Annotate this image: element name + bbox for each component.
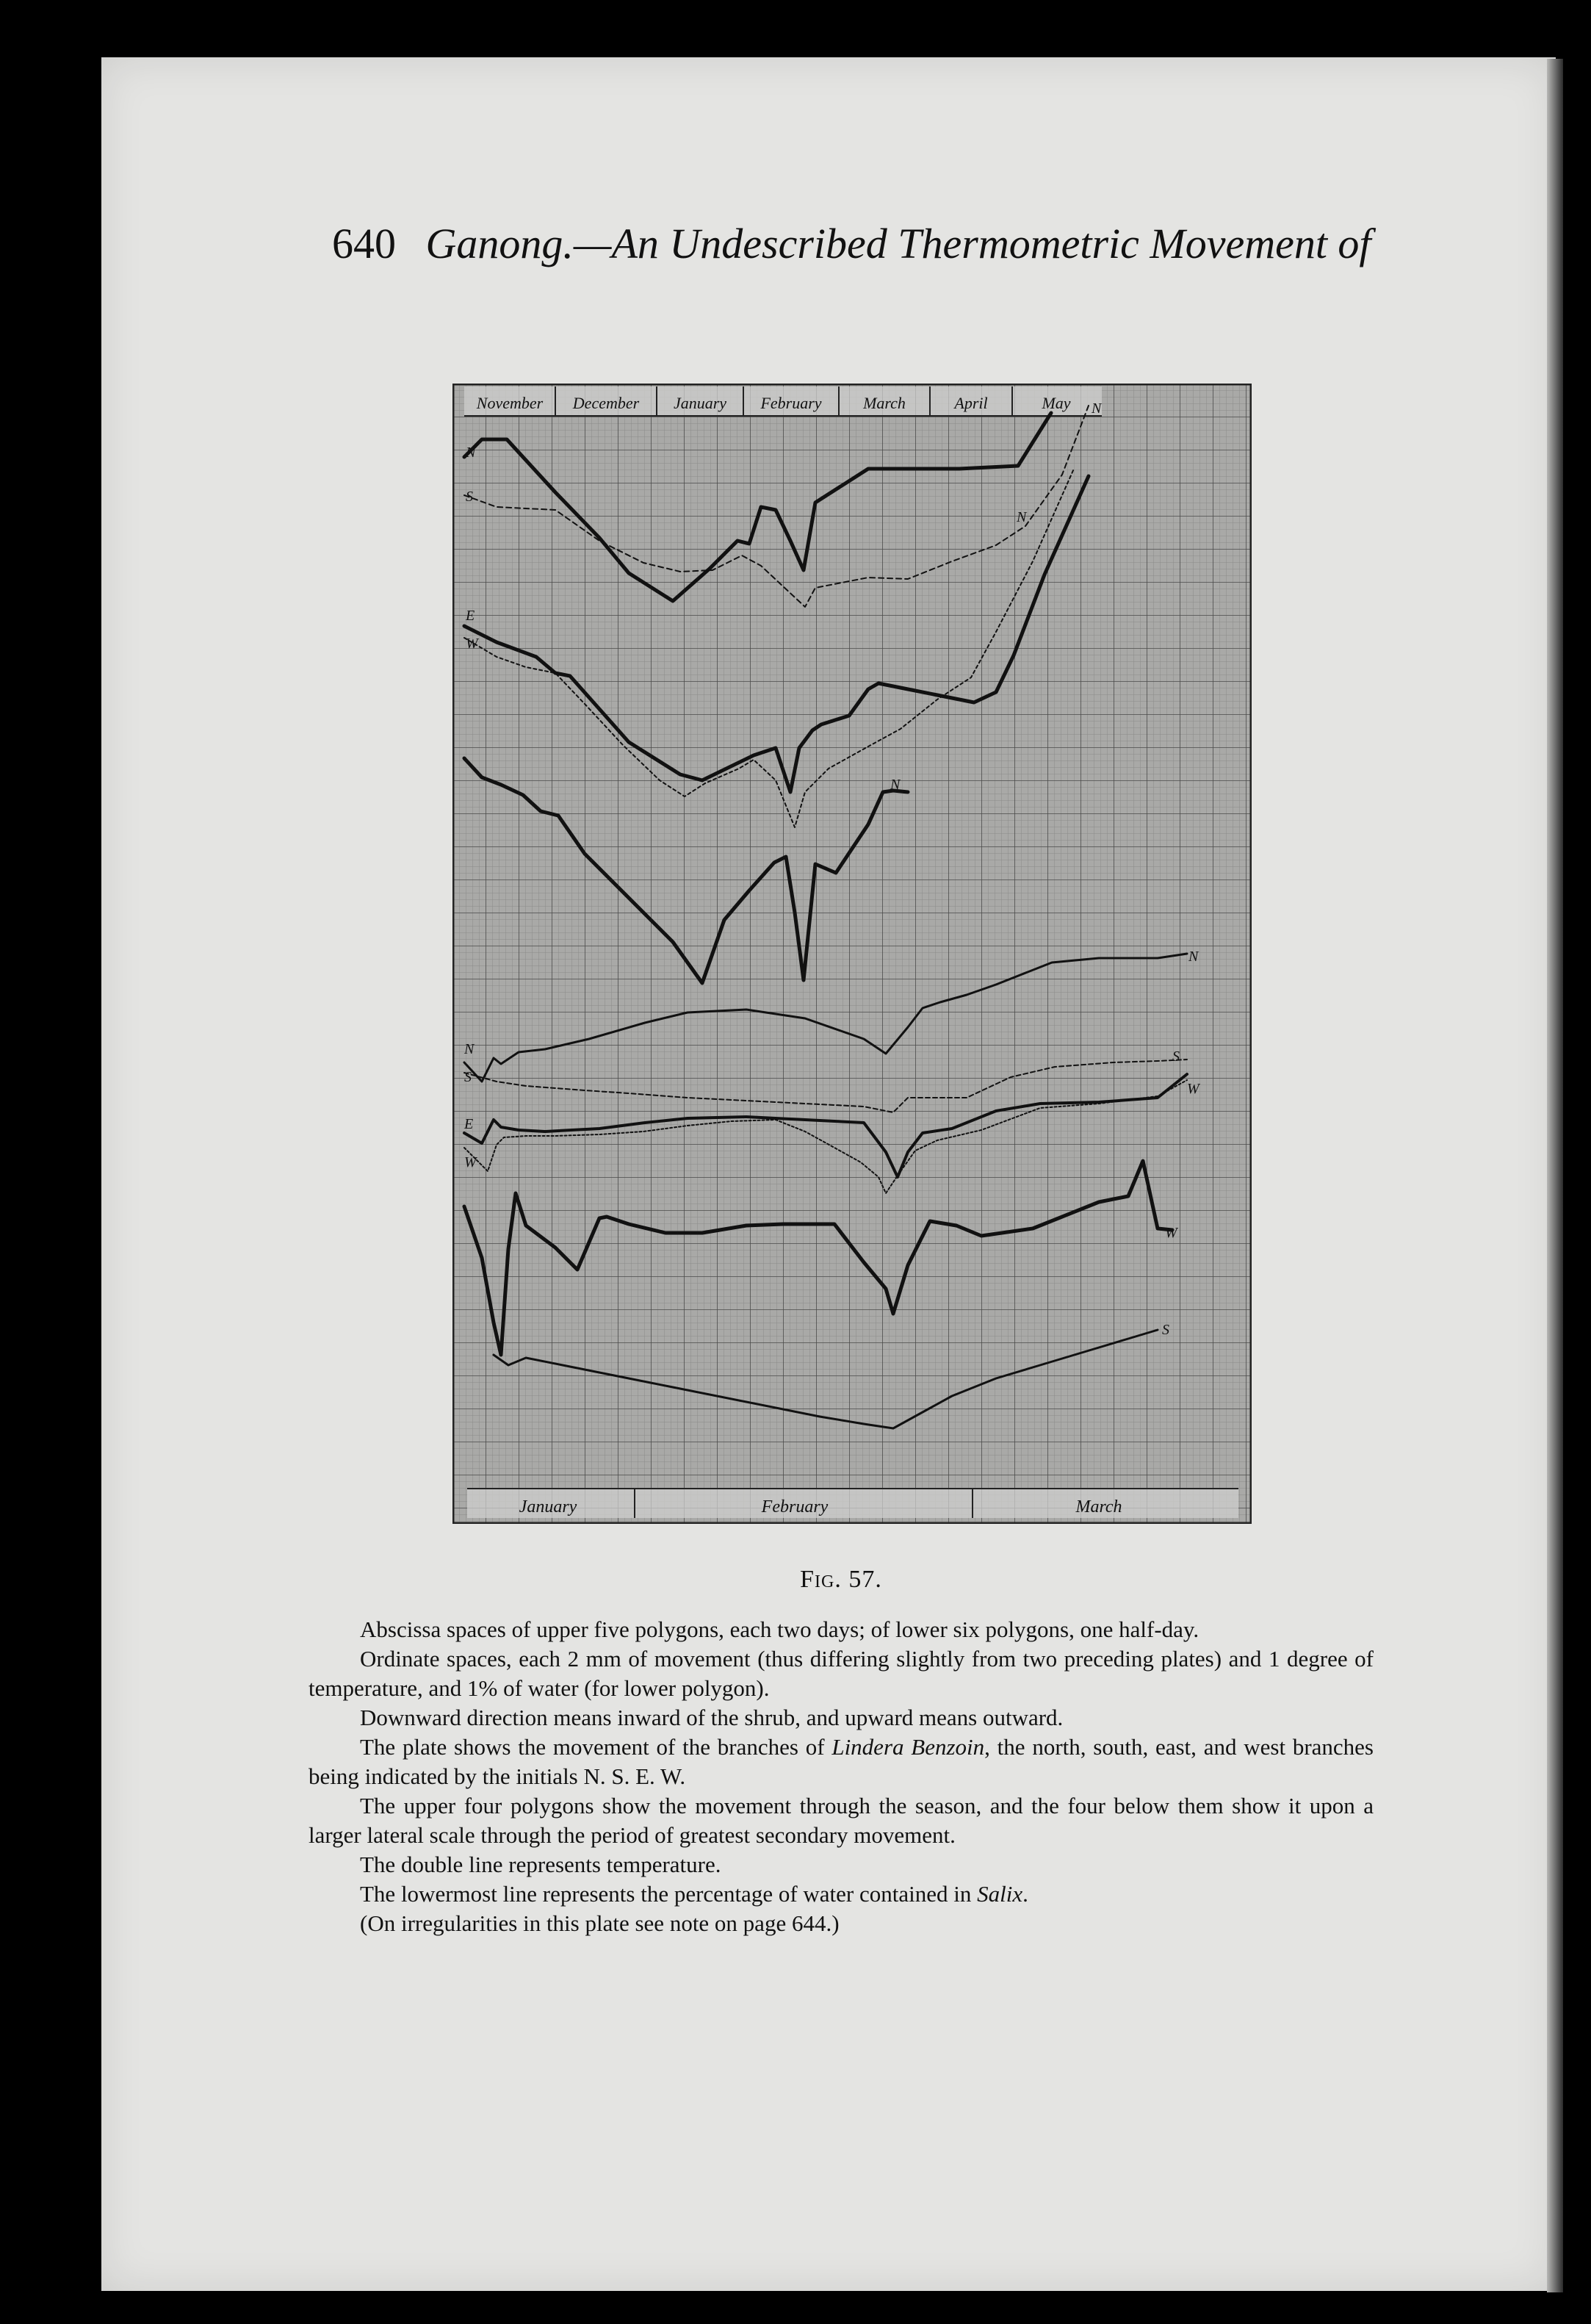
branch-initial-s: S xyxy=(1162,1322,1169,1338)
branch-initial-s: S xyxy=(1172,1048,1180,1065)
month-label-january-bottom: January xyxy=(519,1497,577,1517)
branch-initial-s: S xyxy=(464,1069,472,1085)
caption-direction: Downward direction means inward of the shrub, and upward means outward. xyxy=(360,1705,1064,1730)
figure-caption xyxy=(309,1565,1374,1938)
caption-note: (On irregularities in this plate see note on page 644.) xyxy=(360,1910,840,1936)
branch-initial-n: N xyxy=(1188,949,1199,965)
branch-initial-e: E xyxy=(466,608,475,624)
caption-ordinate: Ordinate spaces, each 2 mm of movement (thus differing slightly from two preceding plates) and 1 degree of temperature, and 1% of water (for lower polygon). xyxy=(309,1646,1374,1701)
branch-initial-w: W xyxy=(466,636,478,652)
branch-initial-n: N xyxy=(890,777,901,793)
branch-initial-n: N xyxy=(1017,509,1027,525)
month-label-december: December xyxy=(572,394,640,412)
running-head: Ganong.—An Undescribed Thermometric Movement of xyxy=(425,220,1371,267)
month-label-april: April xyxy=(954,394,988,412)
branch-initial-w: W xyxy=(464,1154,477,1170)
bottom-month-footer xyxy=(467,1489,1238,1518)
branch-initial-e: E xyxy=(464,1116,474,1132)
month-label-january: January xyxy=(673,394,727,412)
caption-abscissa: Abscissa spaces of upper five polygons, each two days; of lower six polygons, one half-day. xyxy=(360,1616,1199,1642)
caption-water-line: The lowermost line represents the percentage of water contained in Salix. xyxy=(360,1881,1028,1907)
month-label-march: March xyxy=(863,394,906,412)
branch-initial-n: N xyxy=(464,1041,475,1057)
branch-initial-w: W xyxy=(1165,1225,1177,1241)
species-name: Lindera Benzoin xyxy=(831,1734,985,1760)
caption-polygons: The upper four polygons show the movement through the season, and the four below them show it upon a larger lateral scale through the period of greatest secondary movement. xyxy=(309,1793,1374,1848)
branch-initial-n: N xyxy=(466,445,476,461)
plate-grid xyxy=(452,384,1252,1524)
branch-initial-n: N xyxy=(1092,400,1102,417)
month-label-february: February xyxy=(760,394,822,412)
branch-initial-s: S xyxy=(466,489,473,505)
month-label-may: May xyxy=(1042,394,1071,412)
month-label-march-bottom: March xyxy=(1075,1497,1122,1517)
genus-name: Salix xyxy=(977,1881,1023,1907)
page-number: 640 xyxy=(332,220,396,267)
figure-57-plate xyxy=(452,384,1252,1524)
branch-initial-w: W xyxy=(1187,1081,1199,1097)
running-header xyxy=(332,219,1371,268)
month-label-february-bottom: February xyxy=(761,1497,829,1517)
page-edge xyxy=(1547,59,1563,2292)
caption-double-line: The double line represents temperature. xyxy=(360,1852,721,1877)
month-label-november: November xyxy=(476,394,544,412)
caption-branches: The plate shows the movement of the branches of Lindera Benzoin, the north, south, east, and west branches being indicated by the initials N. S. E. W. xyxy=(309,1734,1374,1789)
figure-label: Fig. 57. xyxy=(800,1566,882,1593)
top-month-header xyxy=(464,386,1102,416)
